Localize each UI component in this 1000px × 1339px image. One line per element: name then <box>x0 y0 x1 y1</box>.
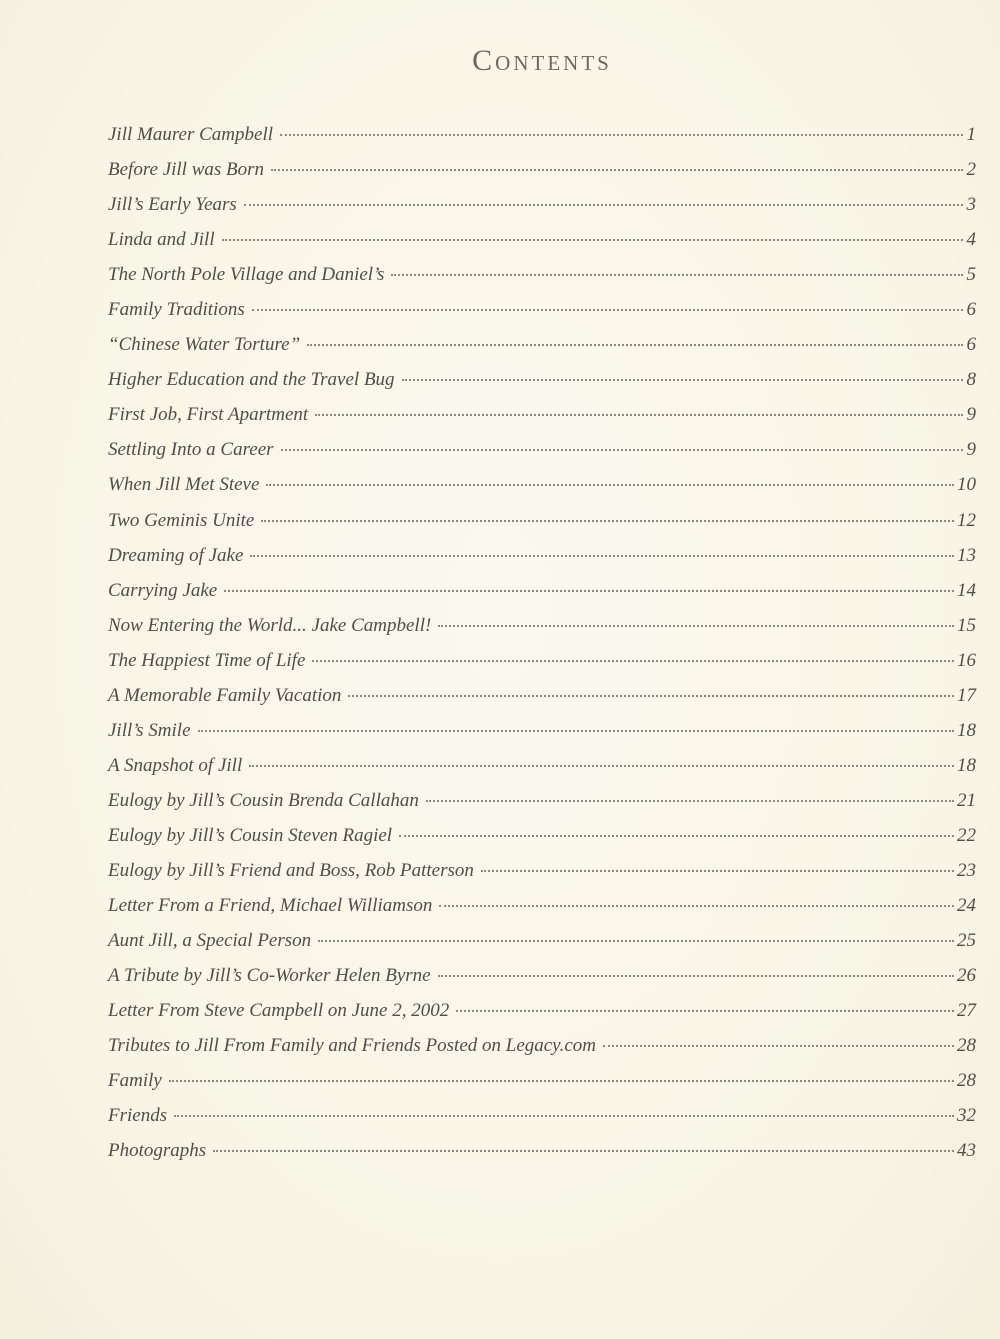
dot-leader <box>213 1150 954 1152</box>
dot-leader <box>307 344 963 346</box>
dot-leader <box>271 169 963 171</box>
toc-entry-title: Eulogy by Jill’s Cousin Steven Ragiel <box>108 824 393 846</box>
toc-entry-page-number: 9 <box>966 439 976 461</box>
toc-entry-page-number: 13 <box>957 544 976 566</box>
toc-entry-page-number: 2 <box>966 159 976 181</box>
toc-entry <box>108 334 976 369</box>
toc-entry <box>108 860 976 895</box>
toc-entry-title: The North Pole Village and Daniel’s <box>108 264 385 286</box>
toc-entry-page-number: 43 <box>957 1140 976 1162</box>
toc-entry <box>108 1000 976 1035</box>
toc-entry <box>108 299 976 334</box>
toc-entry-title: Carrying Jake <box>108 579 218 601</box>
toc-entry-title: Now Entering the World... Jake Campbell! <box>108 614 432 636</box>
toc-entry-page-number: 25 <box>957 930 976 952</box>
toc-entry-title: “Chinese Water Torture” <box>108 334 301 356</box>
toc-entry <box>108 194 976 229</box>
toc-entry-page-number: 9 <box>966 404 976 426</box>
toc-entry-title: A Tribute by Jill’s Co-Worker Helen Byrne <box>108 965 431 987</box>
toc-entry <box>108 650 976 685</box>
dot-leader <box>318 940 954 942</box>
toc-entry <box>108 404 976 439</box>
toc-entry <box>108 1035 976 1070</box>
toc-entry <box>108 615 976 650</box>
toc-entry-page-number: 28 <box>957 1035 976 1057</box>
toc-entry-page-number: 12 <box>957 509 976 531</box>
toc-entry-title: Jill’s Early Years <box>108 194 237 216</box>
toc-entry <box>108 755 976 790</box>
toc-entry <box>108 124 976 159</box>
dot-leader <box>261 520 954 522</box>
dot-leader <box>438 975 954 977</box>
toc-entry-page-number: 28 <box>957 1070 976 1092</box>
toc-entry <box>108 369 976 404</box>
toc-entry-title: Jill Maurer Campbell <box>108 124 273 145</box>
toc-entry-title: The Happiest Time of Life <box>108 649 306 671</box>
toc-entry-page-number: 14 <box>957 579 976 601</box>
toc-entry-title: A Memorable Family Vacation <box>108 684 342 706</box>
toc-entry-page-number: 8 <box>966 369 976 391</box>
toc-entry-title: Family <box>108 1070 162 1092</box>
toc-entry-page-number: 18 <box>957 754 976 776</box>
toc-entry-page-number: 26 <box>957 965 976 987</box>
toc-entry <box>108 825 976 860</box>
toc-entry <box>108 965 976 1000</box>
toc-entry <box>108 930 976 965</box>
dot-leader <box>348 695 954 697</box>
toc-entry-page-number: 6 <box>966 334 976 356</box>
toc-entry <box>108 685 976 720</box>
toc-entry-page-number: 10 <box>957 474 976 496</box>
toc-entry-title: Family Traditions <box>108 299 245 321</box>
toc-entry-page-number: 18 <box>957 719 976 741</box>
toc-entry-page-number: 16 <box>957 649 976 671</box>
toc-entry-title: Letter From Steve Campbell on June 2, 2002 <box>108 1000 450 1022</box>
toc-entry-page-number: 6 <box>966 299 976 321</box>
toc-entry-title: Letter From a Friend, Michael Williamson <box>108 895 433 917</box>
toc-entry-page-number: 27 <box>957 1000 976 1022</box>
toc-entry-title: First Job, First Apartment <box>108 404 309 426</box>
toc-entry-page-number: 15 <box>957 614 976 636</box>
toc-entry-title: Before Jill was Born <box>108 159 265 181</box>
toc-entry <box>108 580 976 615</box>
toc-entry <box>108 264 976 299</box>
toc-entry <box>108 720 976 755</box>
dot-leader <box>456 1010 954 1012</box>
dot-leader <box>222 239 963 241</box>
toc-entry <box>108 895 976 930</box>
toc-entry-title: Aunt Jill, a Special Person <box>108 930 312 952</box>
toc-entry-title: Dreaming of Jake <box>108 544 244 566</box>
dot-leader <box>244 204 963 206</box>
toc-entry-title: Linda and Jill <box>108 229 215 251</box>
toc-entry <box>108 159 976 194</box>
toc-entry-title: Higher Education and the Travel Bug <box>108 369 395 391</box>
toc-entry-title: Eulogy by Jill’s Cousin Brenda Callahan <box>108 789 419 811</box>
dot-leader <box>438 625 954 627</box>
toc-entry <box>108 1070 976 1105</box>
dot-leader <box>603 1045 954 1047</box>
toc-entry <box>108 1140 976 1175</box>
table-of-contents <box>108 124 976 1175</box>
toc-entry-page-number: 3 <box>966 194 976 216</box>
dot-leader <box>315 414 963 416</box>
toc-entry-page-number: 22 <box>957 824 976 846</box>
toc-entry-title: Jill’s Smile <box>108 719 191 741</box>
dot-leader <box>252 309 963 311</box>
toc-entry <box>108 1105 976 1140</box>
toc-entry-title: A Snapshot of Jill <box>108 754 243 776</box>
dot-leader <box>249 765 954 767</box>
toc-entry-title: When Jill Met Steve <box>108 474 260 496</box>
dot-leader <box>439 905 954 907</box>
dot-leader <box>224 590 954 592</box>
dot-leader <box>169 1080 954 1082</box>
toc-entry-page-number: 32 <box>957 1105 976 1127</box>
page-title: Contents <box>472 44 612 77</box>
toc-entry-title: Settling Into a Career <box>108 439 274 461</box>
toc-entry-page-number: 4 <box>966 229 976 251</box>
toc-entry-page-number: 21 <box>957 789 976 811</box>
dot-leader <box>481 870 954 872</box>
dot-leader <box>266 484 954 486</box>
toc-entry-page-number: 1 <box>966 124 976 145</box>
dot-leader <box>391 274 963 276</box>
toc-entry-title: Photographs <box>108 1140 207 1162</box>
toc-entry <box>108 474 976 509</box>
toc-entry-page-number: 24 <box>957 895 976 917</box>
toc-entry-page-number: 5 <box>966 264 976 286</box>
dot-leader <box>312 660 954 662</box>
dot-leader <box>426 800 954 802</box>
toc-entry-title: Tributes to Jill From Family and Friends Posted on Legacy.com <box>108 1035 596 1057</box>
dot-leader <box>250 555 954 557</box>
toc-entry <box>108 790 976 825</box>
toc-entry-page-number: 23 <box>957 859 976 881</box>
toc-entry <box>108 439 976 474</box>
toc-entry <box>108 510 976 545</box>
dot-leader <box>280 134 963 136</box>
dot-leader <box>281 449 963 451</box>
toc-entry <box>108 545 976 580</box>
dot-leader <box>402 379 963 381</box>
dot-leader <box>174 1115 954 1117</box>
toc-entry-title: Eulogy by Jill’s Friend and Boss, Rob Patterson <box>108 859 474 881</box>
toc-entry-title: Two Geminis Unite <box>108 509 255 531</box>
dot-leader <box>399 835 954 837</box>
dot-leader <box>198 730 954 732</box>
toc-entry-title: Friends <box>108 1105 168 1127</box>
toc-entry <box>108 229 976 264</box>
toc-entry-page-number: 17 <box>957 684 976 706</box>
